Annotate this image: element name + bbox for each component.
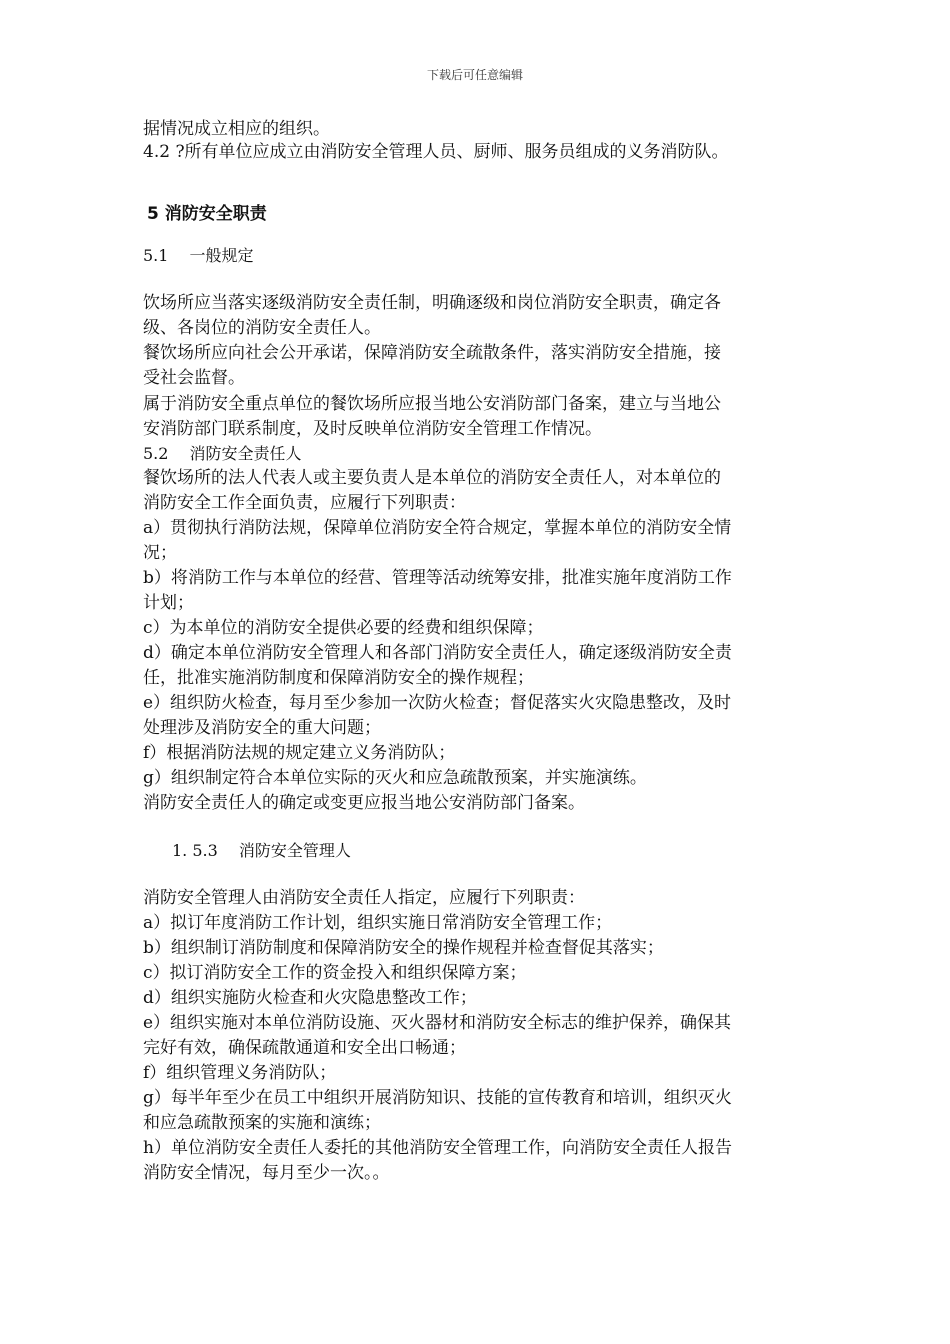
body-line: b）组织制订消防制度和保障消防安全的操作规程并检查督促其落实； <box>143 938 664 958</box>
body-line: 计划； <box>143 593 194 613</box>
body-line: d）组织实施防火检查和火灾隐患整改工作； <box>143 988 477 1008</box>
body-line: c）为本单位的消防安全提供必要的经费和组织保障； <box>143 618 544 638</box>
body-line: 完好有效，确保疏散通道和安全出口畅通； <box>143 1038 466 1058</box>
body-line: b）将消防工作与本单位的经营、管理等活动统筹安排，批准实施年度消防工作 <box>143 568 732 588</box>
body-line: f）根据消防法规的规定建立义务消防队； <box>143 743 456 763</box>
body-line: 处理涉及消防安全的重大问题； <box>143 718 381 738</box>
body-line: 餐饮场所的法人代表人或主要负责人是本单位的消防安全责任人，对本单位的 <box>143 468 721 488</box>
page-header: 下载后可任意编辑 <box>426 68 523 82</box>
body-line: f）组织管理义务消防队； <box>143 1063 337 1083</box>
body-line: c）拟订消防安全工作的资金投入和组织保障方案； <box>143 963 527 983</box>
body-line: a）贯彻执行消防法规，保障单位消防安全符合规定，掌握本单位的消防安全情 <box>143 518 732 538</box>
body-line: g）每半年至少在员工中组织开展消防知识、技能的宣传教育和培训，组织灭火 <box>143 1088 732 1108</box>
body-line: 任，批准实施消防制度和保障消防安全的操作规程； <box>143 668 534 688</box>
body-line: a）拟订年度消防工作计划，组织实施日常消防安全管理工作； <box>143 913 613 933</box>
subsection-title: 5.1 一般规定 <box>143 246 254 265</box>
paragraph: 据情况成立相应的组织。 <box>143 119 330 139</box>
section-heading: 5 消防安全职责 <box>147 204 267 224</box>
body-line: 餐饮场所应向社会公开承诺，保障消防安全疏散条件，落实消防安全措施，接 <box>143 343 721 363</box>
body-line: 况； <box>143 543 177 563</box>
body-line: g）组织制定符合本单位实际的灭火和应急疏散预案，并实施演练。 <box>143 768 647 788</box>
body-line: h）单位消防安全责任人委托的其他消防安全管理工作，向消防安全责任人报告 <box>143 1138 732 1158</box>
body-line: 受社会监督。 <box>143 368 245 388</box>
body-line: d）确定本单位消防安全管理人和各部门消防安全责任人，确定逐级消防安全责 <box>143 643 732 663</box>
body-line: e）组织实施对本单位消防设施、灭火器材和消防安全标志的维护保养，确保其 <box>143 1013 732 1033</box>
body-line: 安消防部门联系制度，及时反映单位消防安全管理工作情况。 <box>143 419 602 439</box>
body-line: 消防安全情况，每月至少一次。。 <box>143 1163 390 1183</box>
body-line: 消防安全责任人的确定或变更应报当地公安消防部门备案。 <box>143 793 585 813</box>
body-line: 属于消防安全重点单位的餐饮场所应报当地公安消防部门备案，建立与当地公 <box>143 394 721 414</box>
subsection-title: 1. 5.3 消防安全管理人 <box>172 841 351 860</box>
body-line: 消防安全管理人由消防安全责任人指定，应履行下列职责： <box>143 888 585 908</box>
body-line: 和应急疏散预案的实施和演练； <box>143 1113 381 1133</box>
subsection-title: 5.2 消防安全责任人 <box>143 444 302 463</box>
paragraph: 4.2 ?所有单位应成立由消防安全管理人员、厨师、服务员组成的义务消防队。 <box>143 142 729 162</box>
body-line: 饮场所应当落实逐级消防安全责任制，明确逐级和岗位消防安全职责，确定各 <box>143 293 721 313</box>
body-line: e）组织防火检查，每月至少参加一次防火检查；督促落实火灾隐患整改，及时 <box>143 693 732 713</box>
body-line: 级、各岗位的消防安全责任人。 <box>143 318 381 338</box>
body-line: 消防安全工作全面负责，应履行下列职责： <box>143 493 466 513</box>
